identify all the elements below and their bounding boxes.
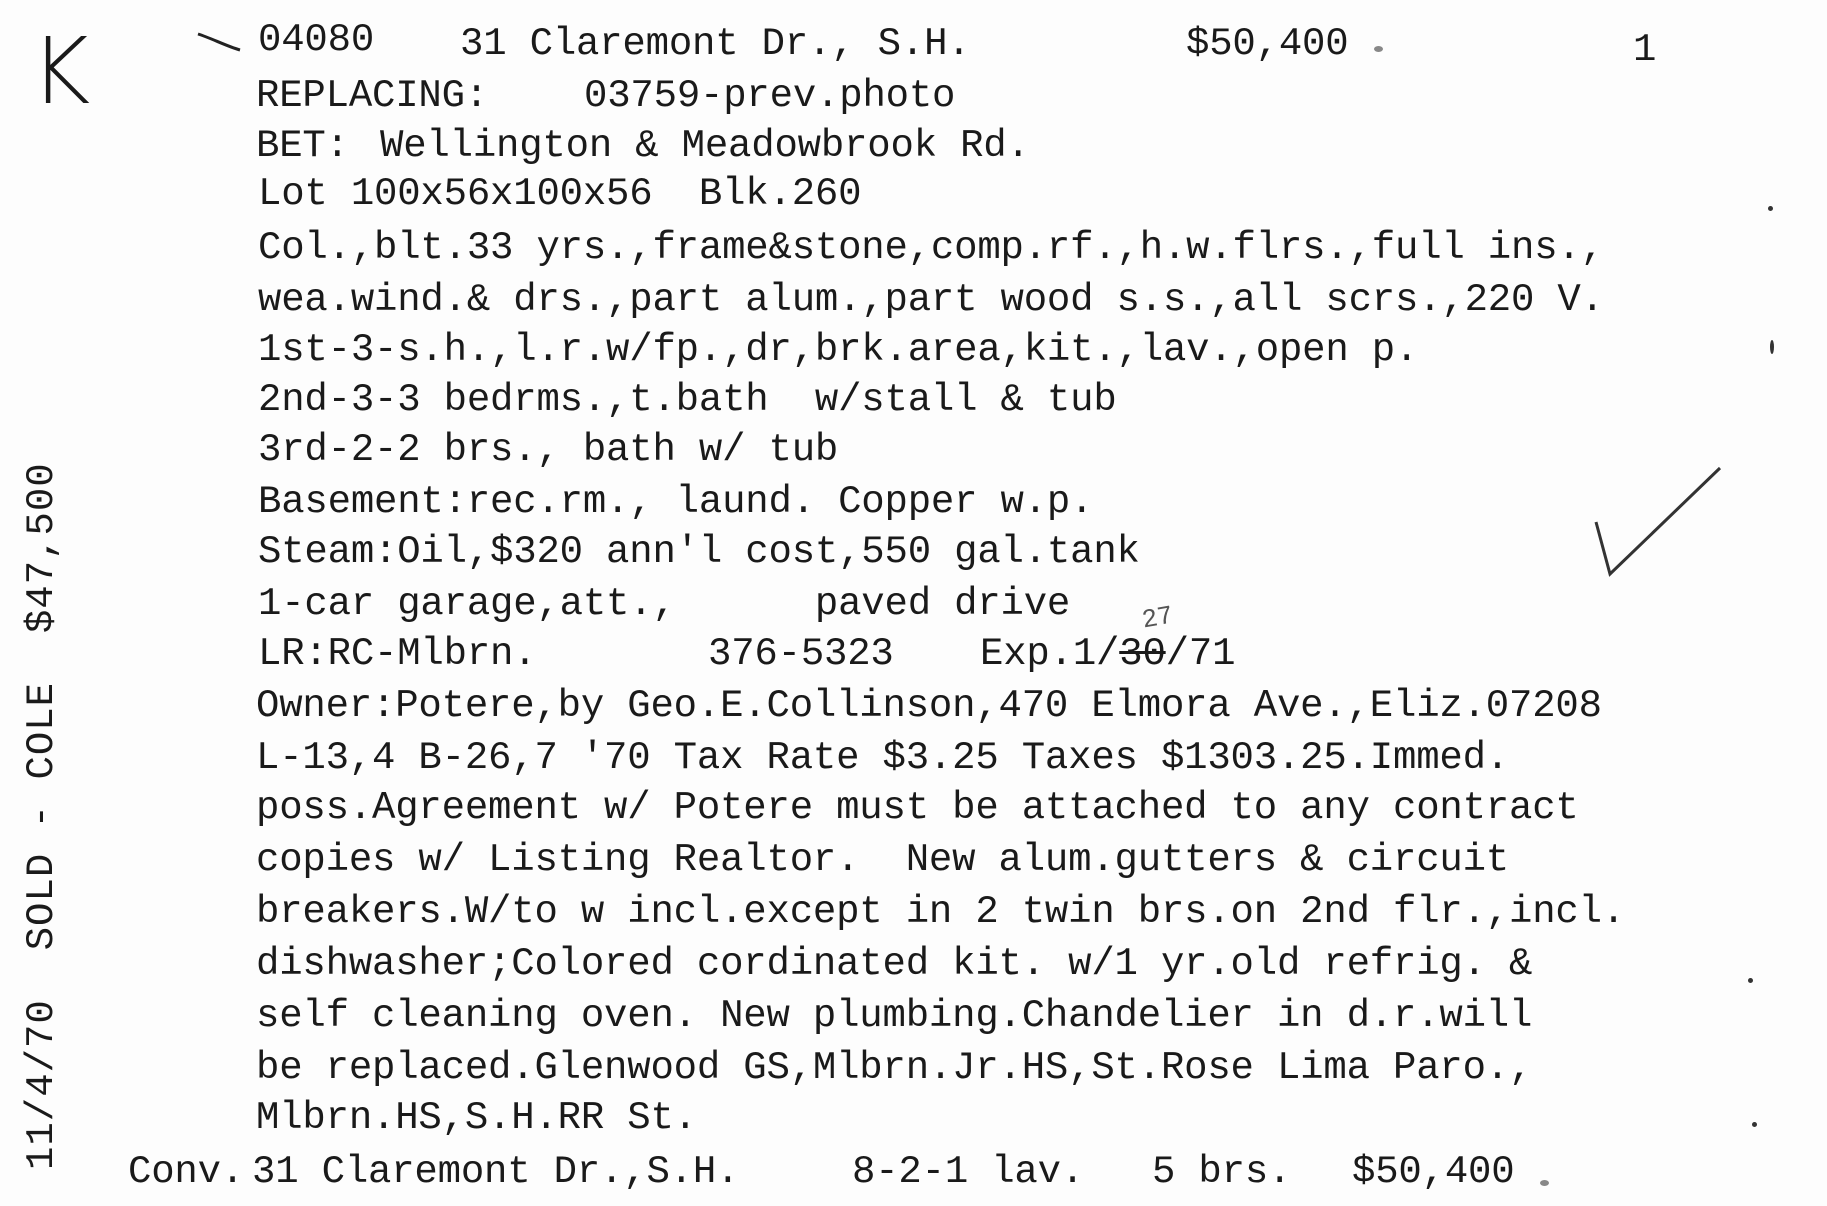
body-line: be replaced.Glenwood GS,Mlbrn.Jr.HS,St.Rose Lima Paro., bbox=[256, 1046, 1533, 1090]
header-price: $50,400 bbox=[1186, 22, 1349, 66]
footer-bedrooms: 5 brs. bbox=[1152, 1150, 1292, 1194]
body-line: self cleaning oven. New plumbing.Chandelier in d.r.will bbox=[256, 994, 1533, 1038]
body-line: L-13,4 B-26,7 '70 Tax Rate $3.25 Taxes $1303.25.Immed. bbox=[256, 736, 1510, 780]
expiration-date: Exp.1/30/71 bbox=[980, 632, 1236, 676]
speck bbox=[1768, 206, 1773, 211]
replacing-value: 03759-prev.photo bbox=[584, 74, 956, 118]
footer-rooms: 8-2-1 lav. bbox=[852, 1150, 1085, 1194]
body-line: Owner:Potere,by Geo.E.Collinson,470 Elmora Ave.,Eliz.07208 bbox=[256, 684, 1602, 728]
footer-type: Conv. bbox=[128, 1150, 245, 1194]
speck bbox=[1374, 46, 1383, 52]
speck bbox=[1770, 340, 1774, 354]
body-line: copies w/ Listing Realtor. New alum.gutters & circuit bbox=[256, 838, 1510, 882]
header-address: 31 Claremont Dr., S.H. bbox=[460, 22, 971, 66]
body-line: dishwasher;Colored cordinated kit. w/1 yr.old refrig. & bbox=[256, 942, 1533, 986]
speck bbox=[1752, 1122, 1757, 1127]
detail-line: Lot 100x56x100x56 Blk.260 bbox=[258, 172, 862, 216]
replacing-label: REPLACING: bbox=[256, 74, 489, 118]
speck bbox=[1540, 1180, 1549, 1186]
page-number: 1 bbox=[1633, 28, 1657, 72]
detail-line: 2nd-3-3 bedrms.,t.bath w/stall & tub bbox=[258, 378, 1117, 422]
body-line: poss.Agreement w/ Potere must be attached to any contract bbox=[256, 786, 1579, 830]
detail-line: 1-car garage,att., paved drive bbox=[258, 582, 1071, 626]
sold-stamp: 11/4/70 SOLD - COLE $47,500 bbox=[20, 462, 64, 1170]
detail-line: Col.,blt.33 yrs.,frame&stone,comp.rf.,h.w.flrs.,full ins., bbox=[258, 226, 1604, 270]
check-tick-top bbox=[196, 28, 246, 58]
footer-address: 31 Claremont Dr.,S.H. bbox=[252, 1150, 740, 1194]
speck bbox=[1748, 978, 1753, 983]
handwritten-initial: K bbox=[30, 18, 91, 125]
listing-number: 04080 bbox=[258, 18, 375, 62]
handwritten-correction: 27 bbox=[1139, 600, 1176, 636]
detail-line: Basement:rec.rm., laund. Copper w.p. bbox=[258, 480, 1094, 524]
detail-line: wea.wind.& drs.,part alum.,part wood s.s.,all scrs.,220 V. bbox=[258, 278, 1604, 322]
bet-label: BET: bbox=[256, 124, 349, 168]
detail-line: 1st-3-s.h.,l.r.w/fp.,dr,brk.area,kit.,lav.,open p. bbox=[258, 328, 1419, 372]
footer-price: $50,400 bbox=[1352, 1150, 1515, 1194]
detail-line: 3rd-2-2 brs., bath w/ tub bbox=[258, 428, 839, 472]
body-line: breakers.W/to w incl.except in 2 twin brs.on 2nd flr.,incl. bbox=[256, 890, 1626, 934]
detail-line: Steam:Oil,$320 ann'l cost,550 gal.tank bbox=[258, 530, 1140, 574]
body-line: Mlbrn.HS,S.H.RR St. bbox=[256, 1096, 697, 1140]
phone-number: 376-5323 bbox=[708, 632, 894, 676]
struck-day: 30 bbox=[1119, 632, 1166, 676]
checkmark-icon bbox=[1590, 462, 1730, 582]
listing-realtor: LR:RC-Mlbrn. bbox=[258, 632, 537, 676]
bet-value: Wellington & Meadowbrook Rd. bbox=[380, 124, 1030, 168]
